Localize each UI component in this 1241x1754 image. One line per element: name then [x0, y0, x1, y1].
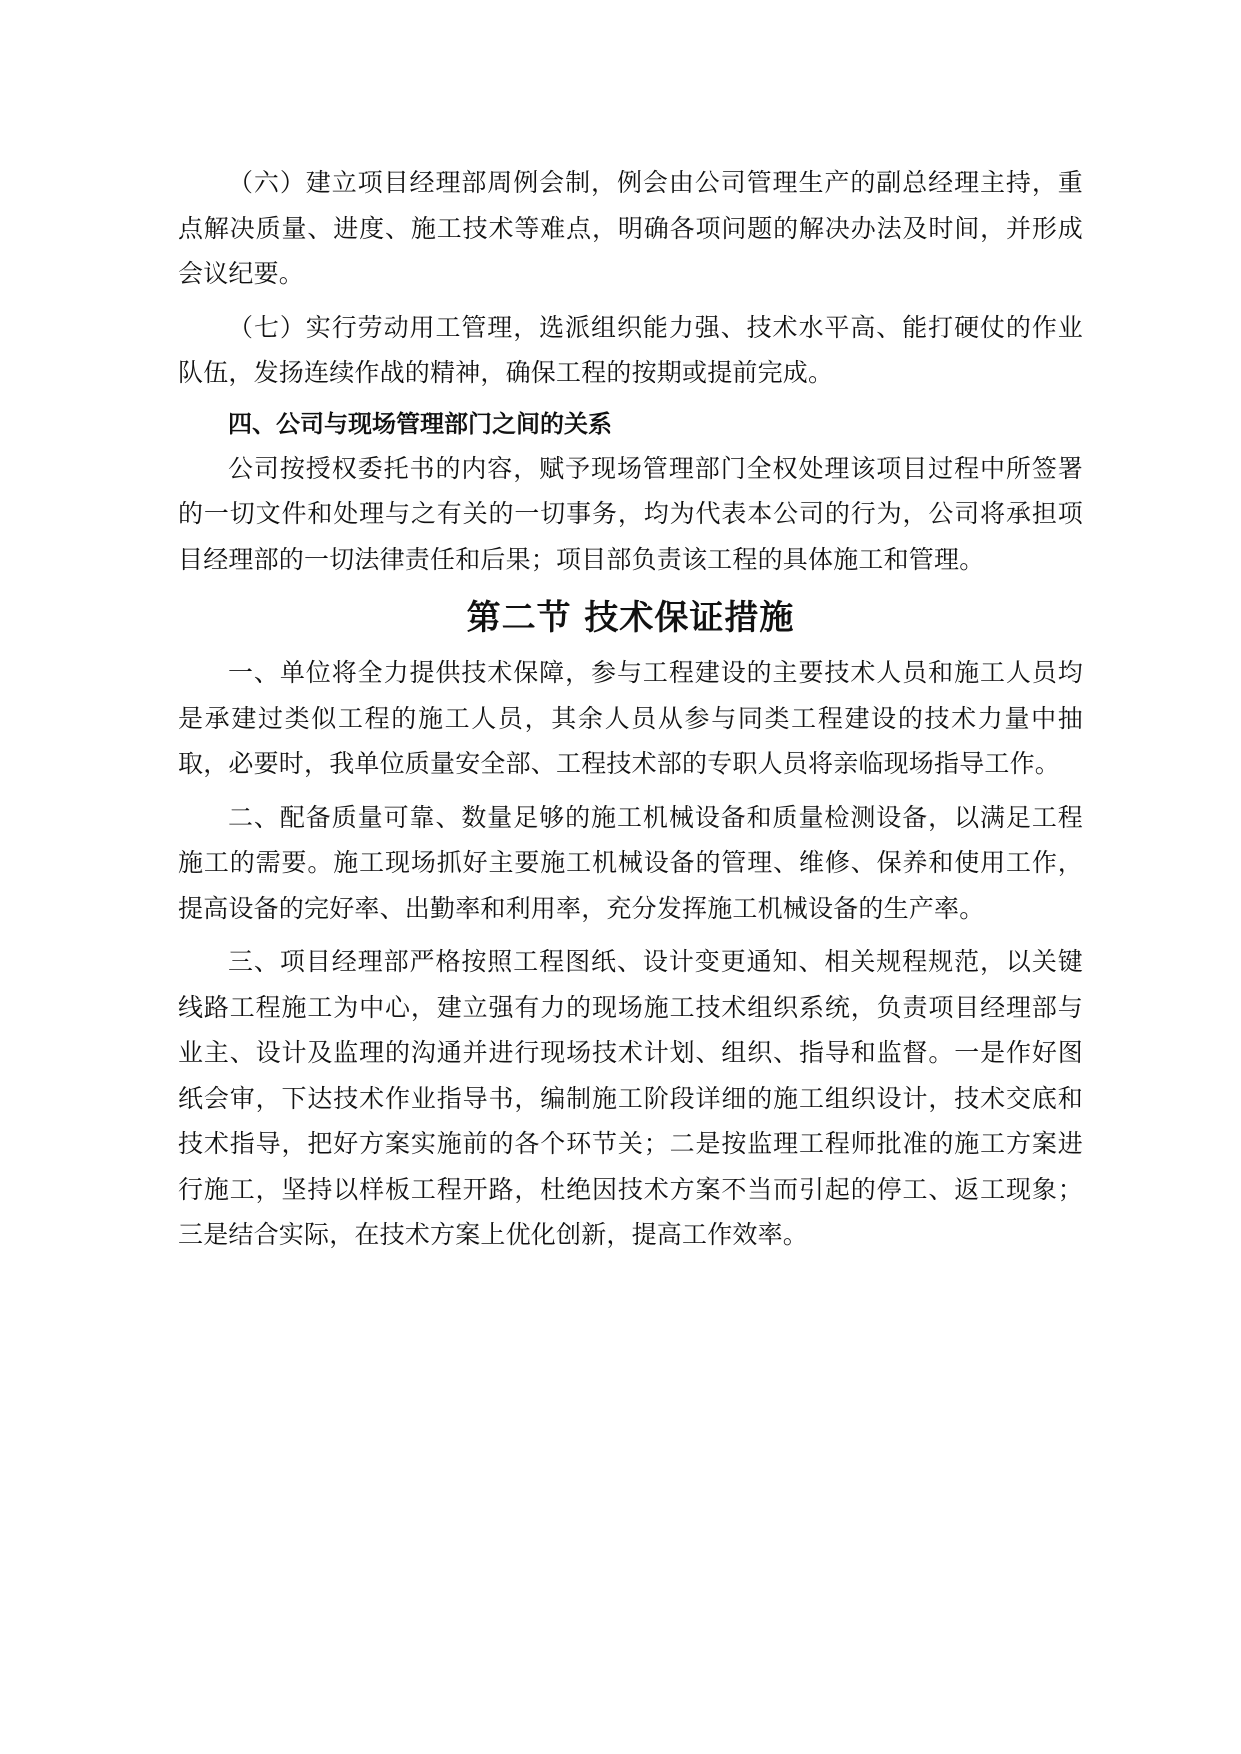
paragraph-equipment: 二、配备质量可靠、数量足够的施工机械设备和质量检测设备，以满足工程施工的需要。施工现场抓好主要施工机械设备的管理、维修、保养和使用工作，提高设备的完好率、出勤率和利用率，充分发挥施工机械设备的生产率。	[178, 802, 1083, 923]
paragraph-meeting-system: （六）建立项目经理部周例会制，例会由公司管理生产的副总经理主持，重点解决质量、进度、施工技术等难点，明确各项问题的解决办法及时间，并形成会议纪要。	[178, 168, 1083, 288]
paragraph-company-relations: 公司按授权委托书的内容，赋予现场管理部门全权处理该项目过程中所签署的一切文件和处理与之有关的一切事务，均为代表本公司的行为，公司将承担项目经理部的一切法律责任和后果；项目部负责该工程的具体施工和管理。	[178, 453, 1083, 574]
paragraph-labor-management: （七）实行劳动用工管理，选派组织能力强、技术水平高、能打硬仗的作业队伍，发扬连续作战的精神，确保工程的按期或提前完成。	[178, 312, 1083, 387]
paragraph-project-department: 三、项目经理部严格按照工程图纸、设计变更通知、相关规程规范，以关键线路工程施工为中心，建立强有力的现场施工技术组织系统，负责项目经理部与业主、设计及监理的沟通并进行现场技术计划、组织、指导和监督。一是作好图纸会审，下达技术作业指导书，编制施工阶段详细的施工组织设计，技术交底和技术指导，把好方案实施前的各个环节关；二是按监理工程师批准的施工方案进行施工，坚持以样板工程开路，杜绝因技术方案不当而引起的停工、返工现象；三是结合实际，在技术方案上优化创新，提高工作效率。	[178, 947, 1083, 1249]
document-body	[178, 160, 1083, 1266]
subheading-company-relations: 四、公司与现场管理部门之间的关系	[228, 409, 612, 438]
paragraph-technical-support: 一、单位将全力提供技术保障，参与工程建设的主要技术人员和施工人员均是承建过类似工程的施工人员，其余人员从参与同类工程建设的技术力量中抽取，必要时，我单位质量安全部、工程技术部的专职人员将亲临现场指导工作。	[178, 658, 1083, 778]
section-title: 第二节 技术保证措施	[466, 598, 795, 638]
